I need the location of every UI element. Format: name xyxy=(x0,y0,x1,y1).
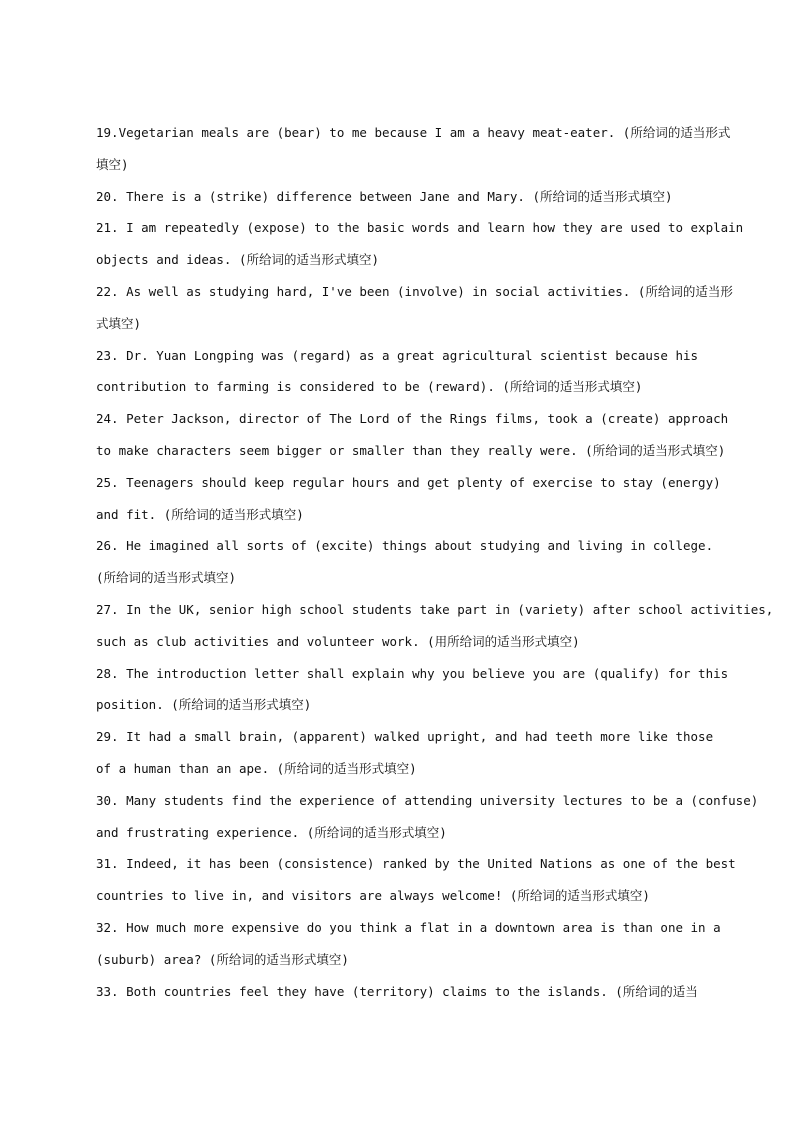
question-item xyxy=(96,403,729,467)
question-line: 28. The introduction letter shall explain why you believe you are (qualify) for this xyxy=(96,665,729,681)
question-line: 29. It had a small brain, (apparent) walked upright, and had teeth more like those xyxy=(96,729,714,745)
question-item xyxy=(96,785,759,849)
question-item xyxy=(96,658,729,722)
question-line: to make characters seem bigger or smaller than they really were. (所给词的适当形式填空) xyxy=(96,442,726,458)
question-line: and fit. (所给词的适当形式填空) xyxy=(96,506,304,522)
question-line: countries to live in, and visitors are always welcome! (所给词的适当形式填空) xyxy=(96,888,650,904)
question-line: 20. There is a (strike) difference between Jane and Mary. (所给词的适当形式填空) xyxy=(96,188,673,204)
question-item xyxy=(96,848,736,912)
question-item xyxy=(96,721,714,785)
question-line: objects and ideas. (所给词的适当形式填空) xyxy=(96,252,380,268)
question-line: 25. Teenagers should keep regular hours and get plenty of exercise to stay (energy) xyxy=(96,474,721,490)
question-line: 32. How much more expensive do you think a flat in a downtown area is than one in a xyxy=(96,919,721,935)
question-line: of a human than an ape. (所给词的适当形式填空) xyxy=(96,760,417,776)
question-list xyxy=(96,117,774,1007)
question-item xyxy=(96,594,774,658)
question-item xyxy=(96,976,698,1008)
question-line: (所给词的适当形式填空) xyxy=(96,570,237,586)
question-line: 23. Dr. Yuan Longping was (regard) as a great agricultural scientist because his xyxy=(96,347,699,363)
question-item xyxy=(96,530,714,594)
question-line: (suburb) area? (所给词的适当形式填空) xyxy=(96,951,349,967)
question-line: position. (所给词的适当形式填空) xyxy=(96,697,312,713)
question-line: 21. I am repeatedly (expose) to the basic words and learn how they are used to explain xyxy=(96,220,744,236)
question-line: such as club activities and volunteer work. (用所给词的适当形式填空) xyxy=(96,633,580,649)
question-item xyxy=(96,276,733,340)
question-line: 24. Peter Jackson, director of The Lord of the Rings films, took a (create) approach xyxy=(96,411,729,427)
question-line: 22. As well as studying hard, I've been (involve) in social activities. (所给词的适当形 xyxy=(96,283,733,299)
question-item xyxy=(96,912,721,976)
question-line: 27. In the UK, senior high school students take part in (variety) after school activities, xyxy=(96,601,774,617)
question-item xyxy=(96,181,674,213)
question-item xyxy=(96,467,721,531)
question-line: 31. Indeed, it has been (consistence) ranked by the United Nations as one of the best xyxy=(96,856,736,872)
question-line: and frustrating experience. (所给词的适当形式填空) xyxy=(96,824,447,840)
question-line: 30. Many students find the experience of attending university lectures to be a (confuse) xyxy=(96,792,759,808)
question-line: 33. Both countries feel they have (territory) claims to the islands. (所给词的适当 xyxy=(96,983,698,999)
question-line: 19.Vegetarian meals are (bear) to me because I am a heavy meat-eater. (所给词的适当形式 xyxy=(96,125,731,140)
question-item xyxy=(96,117,731,181)
question-line: 26. He imagined all sorts of (excite) things about studying and living in college. xyxy=(96,538,714,554)
question-line: contribution to farming is considered to be (reward). (所给词的适当形式填空) xyxy=(96,379,643,395)
question-item xyxy=(96,340,699,404)
question-line: 式填空) xyxy=(96,315,142,331)
question-item xyxy=(96,212,744,276)
question-line: 填空) xyxy=(96,156,129,172)
